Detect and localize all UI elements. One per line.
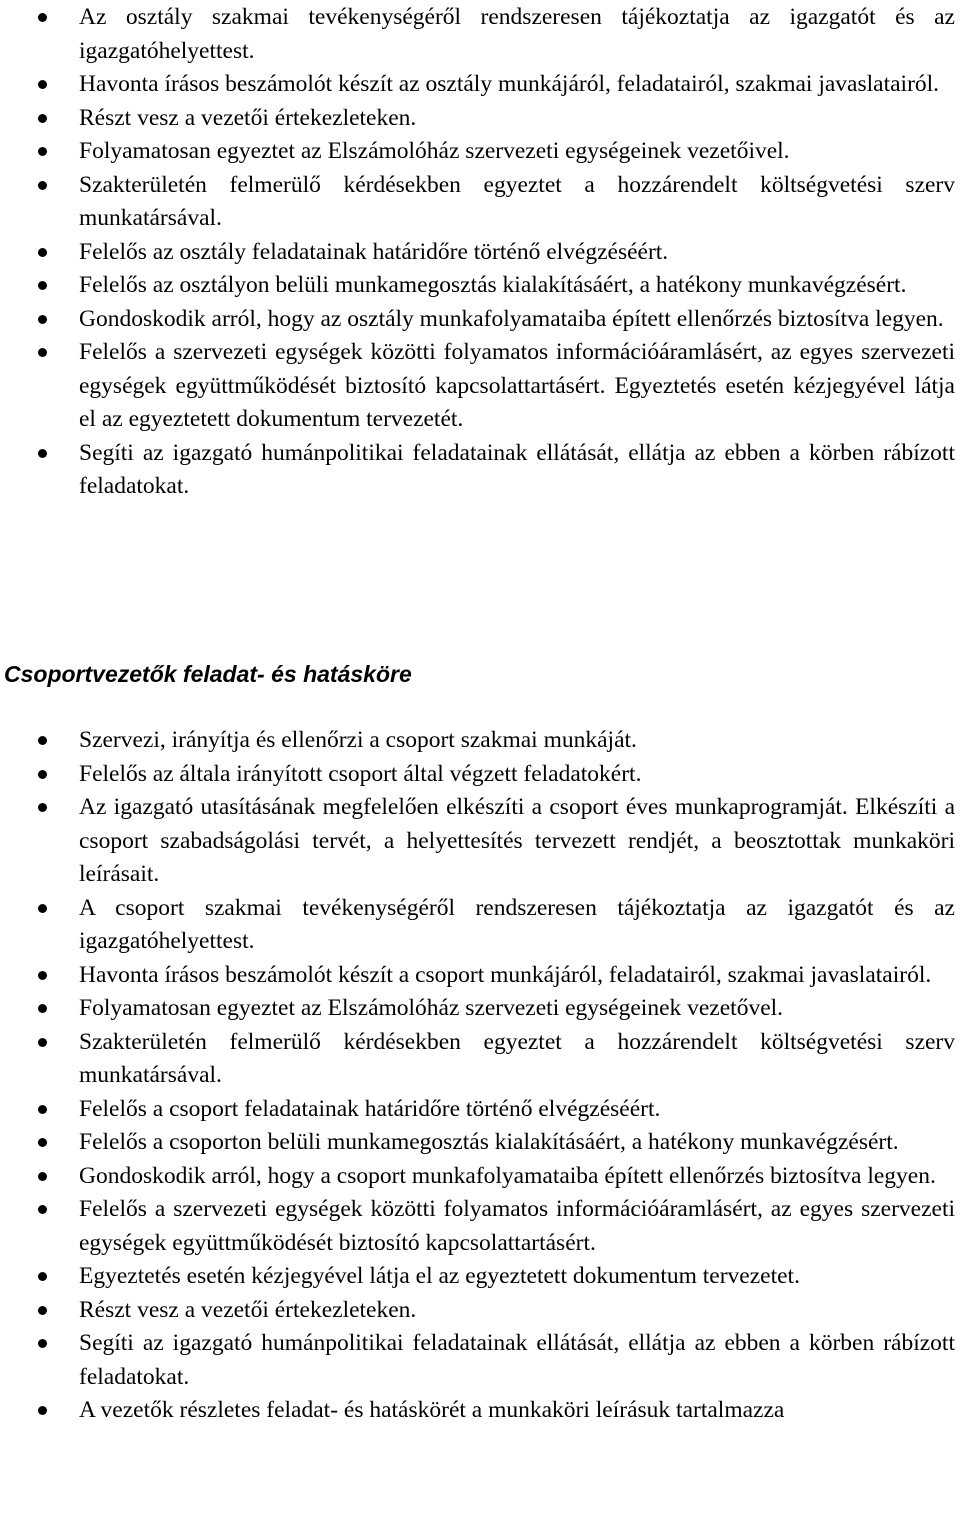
- list-item: Folyamatosan egyeztet az Elszámolóház szervezeti egységeinek vezetőivel.: [0, 135, 960, 169]
- list-item: Segíti az igazgató humánpolitikai feladatainak ellátását, ellátja az ebben a körben rábízott feladatokat.: [0, 1327, 960, 1394]
- list-item: Szakterületén felmerülő kérdésekben egyeztet a hozzárendelt költségvetési szerv munkatársával.: [0, 169, 960, 236]
- list-item: Havonta írásos beszámolót készít az osztály munkájáról, feladatairól, szakmai javaslatairól.: [0, 68, 960, 102]
- list-item: Az osztály szakmai tevékenységéről rendszeresen tájékoztatja az igazgatót és az igazgatóhelyettest.: [0, 1, 960, 68]
- list-item: Gondoskodik arról, hogy a csoport munkafolyamataiba épített ellenőrzés biztosítva legyen.: [0, 1160, 960, 1194]
- list-item: Egyeztetés esetén kézjegyével látja el az egyeztetett dokumentum tervezetet.: [0, 1260, 960, 1294]
- csoportvezeto-duties-list: [0, 724, 960, 1428]
- list-item: Szakterületén felmerülő kérdésekben egyeztet a hozzárendelt költségvetési szerv munkatársával.: [0, 1026, 960, 1093]
- list-item: Gondoskodik arról, hogy az osztály munkafolyamataiba épített ellenőrzés biztosítva legyen.: [0, 303, 960, 337]
- list-item: Felelős az általa irányított csoport által végzett feladatokért.: [0, 758, 960, 792]
- list-item: Felelős a szervezeti egységek közötti folyamatos információáramlásért, az egyes szervezeti egységek együttműködését biztosító kapcsolattartásért.: [0, 1193, 960, 1260]
- list-item: Havonta írásos beszámolót készít a csoport munkájáról, feladatairól, szakmai javaslatairól.: [0, 959, 960, 993]
- list-item: Felelős a csoporton belüli munkamegosztás kialakításáért, a hatékony munkavégzésért.: [0, 1126, 960, 1160]
- list-item: Felelős az osztály feladatainak határidőre történő elvégzéséért.: [0, 236, 960, 270]
- osztalyvezeto-duties-list: [0, 1, 960, 504]
- list-item: A csoport szakmai tevékenységéről rendszeresen tájékoztatja az igazgatót és az igazgatóhelyettest.: [0, 892, 960, 959]
- list-item: Folyamatosan egyeztet az Elszámolóház szervezeti egységeinek vezetővel.: [0, 992, 960, 1026]
- list-item: Felelős a szervezeti egységek közötti folyamatos információáramlásért, az egyes szervezeti egységek együttműködését biztosító kapcsolattartásért. Egyeztetés esetén kézjegyével látja el az egyeztetett dokumentum tervezetét.: [0, 336, 960, 437]
- list-item: Részt vesz a vezetői értekezleteken.: [0, 102, 960, 136]
- list-item: Az igazgató utasításának megfelelően elkészíti a csoport éves munkaprogramját. Elkészíti a csoport szabadságolási tervét, a helyettesítés tervezett rendjét, a beosztottak munkaköri leírásait.: [0, 791, 960, 892]
- list-item: Szervezi, irányítja és ellenőrzi a csoport szakmai munkáját.: [0, 724, 960, 758]
- list-item: Segíti az igazgató humánpolitikai feladatainak ellátását, ellátja az ebben a körben rábízott feladatokat.: [0, 437, 960, 504]
- list-item: Felelős a csoport feladatainak határidőre történő elvégzéséért.: [0, 1093, 960, 1127]
- list-item: Részt vesz a vezetői értekezleteken.: [0, 1294, 960, 1328]
- list-item: Felelős az osztályon belüli munkamegosztás kialakításáért, a hatékony munkavégzésért.: [0, 269, 960, 303]
- list-item: A vezetők részletes feladat- és hatáskörét a munkaköri leírásuk tartalmazza: [0, 1394, 960, 1428]
- section-heading: Csoportvezetők feladat- és hatásköre: [4, 661, 412, 687]
